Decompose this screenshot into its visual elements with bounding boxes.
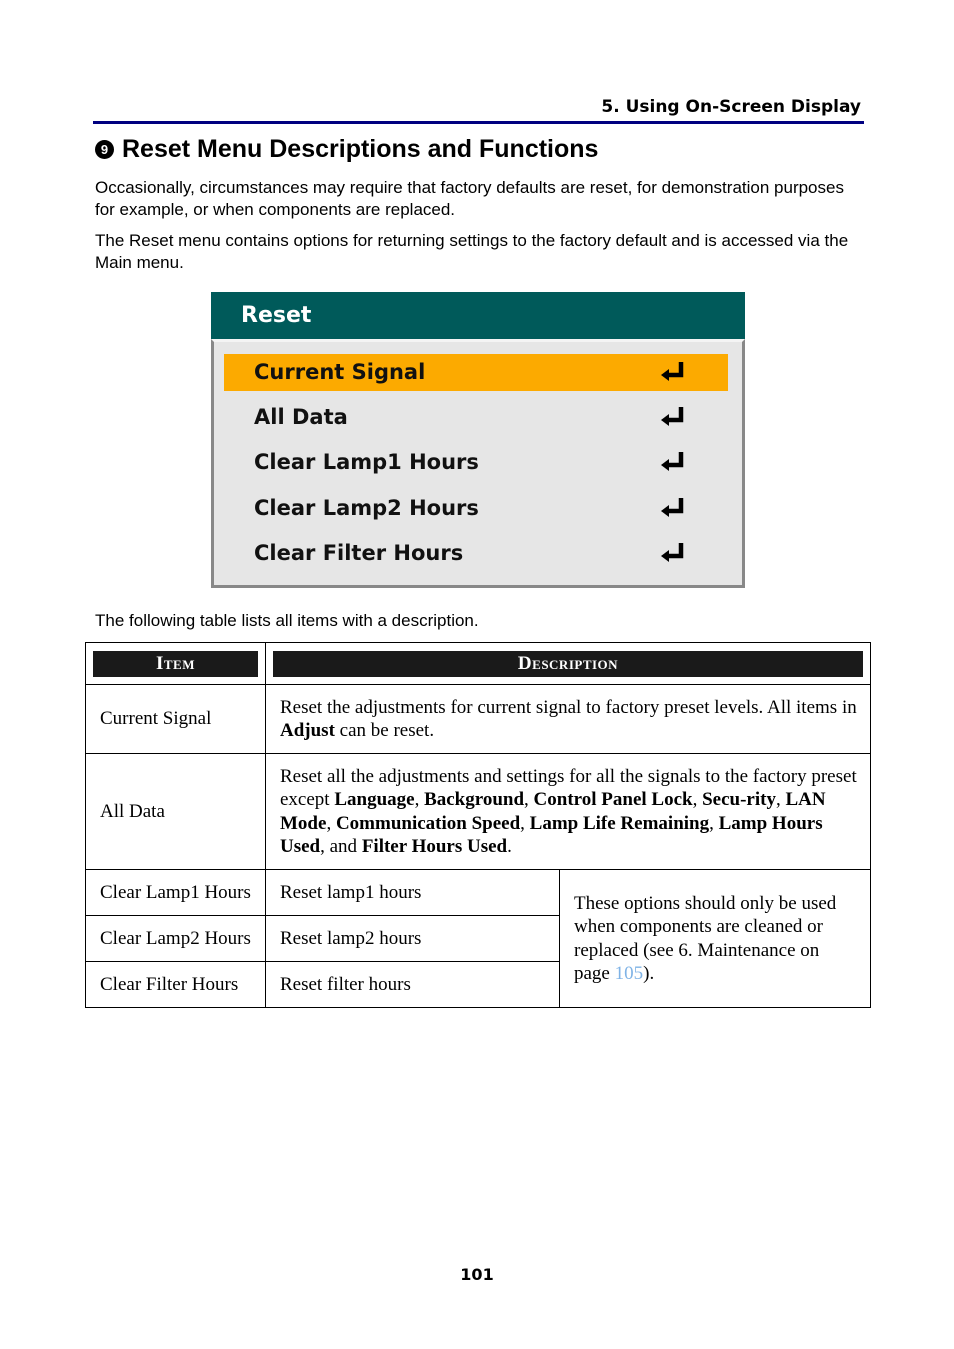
description-bold: LAN Mode: [280, 789, 826, 834]
page-link[interactable]: 105: [614, 963, 644, 984]
menu-item-all-data[interactable]: [224, 399, 728, 436]
description-bold: Lamp Hours Used: [280, 812, 823, 857]
menu-item-clear-lamp2-hours[interactable]: [224, 490, 728, 527]
reset-menu-title: Reset: [211, 292, 745, 339]
description-text: , and: [320, 836, 362, 857]
description-text: ,: [524, 789, 534, 810]
description-cell: Reset lamp1 hours: [266, 870, 560, 916]
description-text: .: [507, 836, 512, 857]
description-bold: Communication Speed: [335, 812, 521, 834]
description-cell: Reset filter hours: [266, 962, 560, 1008]
enter-icon: [658, 360, 686, 384]
item-cell: Current Signal: [86, 685, 266, 754]
reset-menu-screenshot: [211, 292, 745, 588]
table-row: [86, 754, 871, 870]
intro-paragraph-2: The Reset menu contains options for returning settings to the factory default and is accessed via the Main menu.: [95, 231, 849, 272]
table-intro: The following table lists all items with a description.: [95, 611, 479, 630]
description-text: ,: [520, 812, 530, 834]
description-cell: [266, 754, 871, 870]
header-item-label: Item: [93, 651, 258, 677]
description-cell: [266, 685, 871, 754]
header-rule: [93, 121, 864, 124]
description-bold: Lamp Life Remaining: [529, 812, 710, 834]
description-text: ,: [775, 789, 786, 810]
section-heading: [95, 135, 598, 164]
header-cell-description: [266, 643, 871, 685]
description-bold: Background: [424, 789, 525, 810]
description-text: Reset the adjustments for current signal to factory preset levels. All items in: [280, 696, 857, 718]
enter-icon: [658, 405, 686, 429]
item-cell: Clear Filter Hours: [86, 962, 266, 1008]
description-bold: Language: [334, 789, 415, 810]
menu-item-label: Clear Lamp2 Hours: [254, 496, 479, 520]
intro-paragraph-1: Occasionally, circumstances may require that factory defaults are reset, for demonstration purposes for example, or when components are replaced.: [95, 178, 844, 219]
description-text: can be reset.: [334, 720, 435, 741]
description-text: ,: [709, 812, 719, 834]
menu-item-clear-filter-hours[interactable]: [224, 535, 728, 572]
menu-item-label: All Data: [254, 405, 348, 429]
description-bold: Control Panel Lock: [533, 789, 693, 810]
note-cell: [560, 870, 871, 1008]
enter-icon: [658, 541, 686, 565]
table-row: [86, 685, 871, 754]
item-cell: Clear Lamp1 Hours: [86, 870, 266, 916]
enter-icon: [658, 496, 686, 520]
note-text: ).: [643, 963, 655, 984]
description-text: ,: [692, 789, 703, 810]
description-text: Reset all the adjustments and settings for all the signals to the factory preset except: [280, 765, 857, 810]
header-description-label: Description: [273, 651, 863, 677]
menu-item-clear-lamp1-hours[interactable]: [224, 444, 728, 481]
page-number: 101: [460, 1265, 494, 1284]
menu-item-label: Clear Filter Hours: [254, 541, 464, 565]
item-cell: Clear Lamp2 Hours: [86, 916, 266, 962]
menu-item-current-signal[interactable]: [224, 354, 728, 391]
description-bold: Filter Hours Used: [361, 836, 508, 857]
enter-icon: [658, 450, 686, 474]
description-bold: Adjust: [280, 720, 335, 741]
item-cell: All Data: [86, 754, 266, 870]
table-header-row: [86, 643, 871, 685]
description-bold: Secu-rity: [702, 789, 776, 810]
section-title: Reset Menu Descriptions and Functions: [122, 135, 599, 163]
section-number-badge: 9: [95, 140, 114, 159]
chapter-header: 5. Using On-Screen Display: [601, 97, 861, 117]
description-text: ,: [326, 812, 336, 834]
description-text: ,: [414, 789, 425, 810]
reset-items-table: [85, 642, 871, 1008]
menu-item-label: Clear Lamp1 Hours: [254, 450, 479, 474]
note-text: These options should only be used when components are cleaned or replaced (see 6. Maintenance on page: [574, 892, 837, 984]
header-cell-item: [86, 643, 266, 685]
table-row: [86, 870, 871, 916]
menu-item-label: Current Signal: [254, 360, 426, 384]
description-cell: Reset lamp2 hours: [266, 916, 560, 962]
